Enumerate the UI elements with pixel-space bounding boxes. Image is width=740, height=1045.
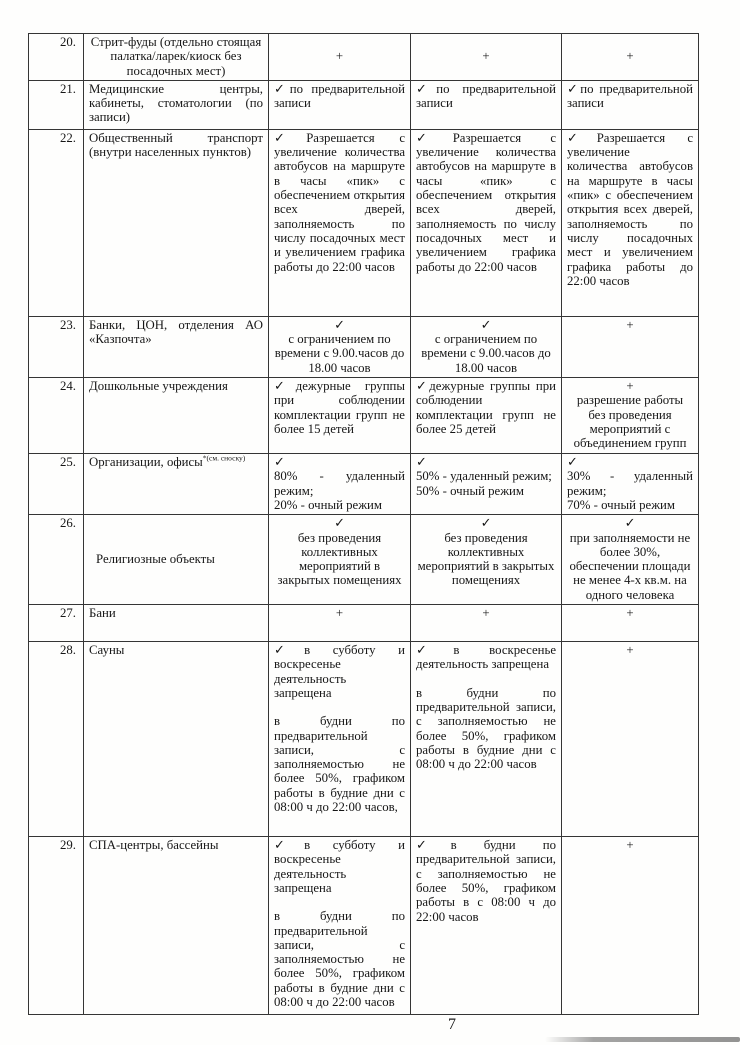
table-row xyxy=(29,34,699,81)
page-number: 7 xyxy=(448,1016,456,1033)
check-text: ✓по предварительной записи xyxy=(274,81,405,111)
cell-text: разрешение работы без проведения мероприятий с объединением групп xyxy=(573,393,687,451)
condition-cell xyxy=(562,129,699,316)
category-cell: Сауны xyxy=(84,642,269,837)
check-text: ✓Разрешается с увеличение количества автобусов на маршруте в часы «пик» с обеспечением открытия всех дверей, заполняемость по числу посадочных мест и увеличением графика работы до 22:00 часов xyxy=(567,130,693,288)
footnote-reference: *(см. сноску) xyxy=(202,453,246,463)
row-number: 27. xyxy=(29,605,84,642)
check-text: ✓в субботу и воскресенье деятельность запрещена xyxy=(274,643,405,700)
category-cell: Банки, ЦОН, отделения АО «Казпочта» xyxy=(84,316,269,377)
check-icon: ✓ xyxy=(416,455,427,470)
condition-cell xyxy=(269,454,411,515)
cell-text: 30% - удаленный режим; xyxy=(567,469,693,498)
table-row xyxy=(29,316,699,377)
plus-mark: + xyxy=(626,379,634,394)
condition-cell xyxy=(411,837,562,1015)
cell-text: в будни по предварительной записи, с заполняемостью не более 50%, графиком работы в будние дни с 08:00 ч до 22:00 часов xyxy=(416,685,556,772)
condition-cell xyxy=(411,316,562,377)
cell-text: 80% - удаленный режим; xyxy=(274,469,405,498)
condition-cell xyxy=(269,34,411,81)
condition-cell xyxy=(562,454,699,515)
plus-mark: + xyxy=(482,606,490,621)
category-cell: Общественный транспорт (внутри населенных пунктов) xyxy=(84,129,269,316)
row-number: 24. xyxy=(29,378,84,454)
cell-text: с ограничением по времени с 9.00.часов до 18.00 часов xyxy=(274,332,405,375)
category-cell: Религиозные объекты xyxy=(84,515,269,605)
condition-cell xyxy=(562,515,699,605)
category-cell: Бани xyxy=(84,605,269,642)
check-text: ✓в будни по предварительной записи, с заполняемостью не более 50%, графиком работы в с 08:00 ч до 22:00 часов xyxy=(416,838,556,924)
category-cell: Стрит-фуды (отдельно стоящая палатка/ларек/киоск без посадочных мест) xyxy=(84,34,269,81)
table-row xyxy=(29,454,699,515)
row-number: 28. xyxy=(29,642,84,837)
row-number: 22. xyxy=(29,129,84,316)
category-cell: Медицинские центры, кабинеты, стоматологии (по записи) xyxy=(84,80,269,129)
cell-text: 70% - очный режим xyxy=(567,497,675,512)
category-cell: Организации, офисы$^{*(см. сноску)}$ xyxy=(84,454,269,515)
restrictions-table-body xyxy=(29,34,699,1015)
condition-cell xyxy=(411,454,562,515)
check-text: ✓по предварительной записи xyxy=(567,81,693,111)
check-icon: ✓ xyxy=(274,455,285,470)
check-text: ✓по предварительной записи xyxy=(416,81,556,111)
cell-text: с ограничением по времени с 9.00.часов до 18.00 часов xyxy=(421,332,551,375)
cell-text: в будни по предварительной записи, с заполняемостью не более 50%, графиком работы в будние дни с 08:00 ч до 22:00 часов, xyxy=(274,714,405,815)
plus-mark: + xyxy=(482,49,490,64)
cell-text: 50% - удаленный режим; xyxy=(416,469,552,484)
table-row xyxy=(29,80,699,129)
check-text: ✓Разрешается с увеличение количества автобусов на маршруте в часы «пик» с обеспечением открытия всех дверей, заполняемость по числу посадочных мест и увеличением графика работы до 22:00 часов xyxy=(416,130,556,274)
row-number: 21. xyxy=(29,80,84,129)
table-row xyxy=(29,378,699,454)
category-cell: Дошкольные учреждения xyxy=(84,378,269,454)
check-icon: ✓ xyxy=(480,516,492,531)
scan-artifact-bar xyxy=(545,1037,740,1042)
cell-text: 20% - очный режим xyxy=(274,497,382,512)
condition-cell xyxy=(269,378,411,454)
check-text: ✓в субботу и воскресенье деятельность запрещена xyxy=(274,838,405,895)
cell-text: без проведения коллективных мероприятий в закрытых помещениях xyxy=(417,530,555,588)
check-icon: ✓ xyxy=(480,317,492,332)
condition-cell xyxy=(411,80,562,129)
check-text: ✓Разрешается с увеличение количества автобусов на маршруте в часы «пик» с обеспечением открытия всех дверей, заполняемость по числу посадочных мест и увеличением графика работы до 22:00 часов xyxy=(274,130,405,274)
cell-text: в будни по предварительной записи, с заполняемостью не более 50%, графиком работы в будние дни с 08:00 ч до 22:00 часов xyxy=(274,909,405,1010)
condition-cell xyxy=(269,642,411,837)
check-icon: ✓ xyxy=(334,516,345,531)
cell-text: без проведения коллективных мероприятий в закрытых помещениях xyxy=(277,530,402,588)
row-number: 29. xyxy=(29,837,84,1015)
plus-mark: + xyxy=(626,643,634,658)
condition-cell xyxy=(269,515,411,605)
check-icon: ✓ xyxy=(624,516,636,531)
condition-cell xyxy=(269,80,411,129)
condition-cell xyxy=(562,34,699,81)
table-row xyxy=(29,515,699,605)
category-cell: СПА-центры, бассейны xyxy=(84,837,269,1015)
plus-mark: + xyxy=(626,606,634,621)
condition-cell xyxy=(562,378,699,454)
condition-cell xyxy=(562,642,699,837)
condition-cell xyxy=(269,129,411,316)
condition-cell xyxy=(562,605,699,642)
table-row xyxy=(29,642,699,837)
condition-cell xyxy=(411,129,562,316)
plus-mark: + xyxy=(626,838,634,853)
check-text: ✓в воскресенье деятельность запрещена xyxy=(416,643,556,672)
plus-mark: + xyxy=(626,49,634,64)
row-number: 23. xyxy=(29,316,84,377)
table-row xyxy=(29,129,699,316)
condition-cell xyxy=(562,316,699,377)
plus-mark: + xyxy=(335,606,344,621)
check-icon: ✓ xyxy=(567,455,578,470)
cell-text: при заполняемости не более 30%, обеспечении площади не менее 4-х кв.м. на одного человека xyxy=(569,530,691,602)
condition-cell xyxy=(269,605,411,642)
condition-cell xyxy=(269,316,411,377)
condition-cell xyxy=(411,605,562,642)
row-number: 25. xyxy=(29,454,84,515)
check-text: ✓дежурные группы при соблюдении комплектации групп не более 25 детей xyxy=(416,379,556,436)
condition-cell xyxy=(411,378,562,454)
check-text: ✓дежурные группы при соблюдении комплектации групп не более 15 детей xyxy=(274,379,405,436)
check-icon: ✓ xyxy=(334,317,345,332)
condition-cell xyxy=(411,515,562,605)
table-row xyxy=(29,605,699,642)
restrictions-table xyxy=(28,33,699,1015)
plus-mark: + xyxy=(335,49,344,64)
table-row xyxy=(29,837,699,1015)
row-number: 26. xyxy=(29,515,84,605)
cell-text: 50% - очный режим xyxy=(416,483,524,498)
condition-cell xyxy=(269,837,411,1015)
row-number: 20. xyxy=(29,34,84,81)
condition-cell xyxy=(562,80,699,129)
plus-mark: + xyxy=(626,317,634,332)
condition-cell xyxy=(562,837,699,1015)
condition-cell xyxy=(411,642,562,837)
condition-cell xyxy=(411,34,562,81)
